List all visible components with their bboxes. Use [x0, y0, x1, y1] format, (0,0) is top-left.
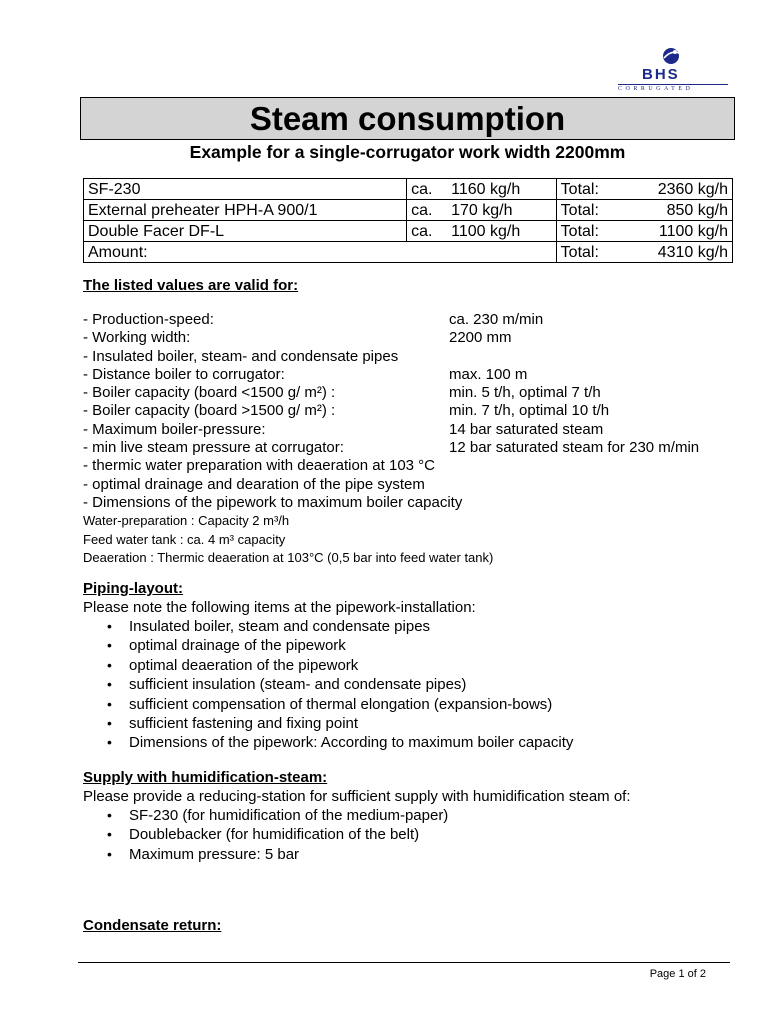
item-value: 14 bar saturated steam	[449, 420, 604, 438]
table-cell-ca	[407, 179, 557, 200]
bullet-item	[83, 617, 743, 636]
bullet-item	[83, 845, 743, 864]
item-label: - Boiler capacity (board <1500 g/ m²) :	[83, 384, 336, 402]
section-heading: Condensate return:	[83, 917, 222, 934]
table-row	[84, 179, 733, 200]
ca-label: ca.	[411, 201, 433, 219]
total-value: 4310 kg/h	[657, 243, 728, 261]
bullet-text: Maximum pressure: 5 bar	[129, 845, 300, 863]
logo-subtext: CORRUGATED	[618, 84, 728, 92]
bullet-item	[83, 825, 743, 844]
ca-label: ca.	[411, 222, 433, 240]
list-item	[83, 348, 743, 366]
page-title: Steam consumption	[80, 97, 735, 140]
list-item	[83, 476, 743, 494]
bullet-text: Dimensions of the pipework: According to maximum boiler capacity	[129, 734, 574, 752]
list-item	[83, 329, 743, 347]
bullet-text: sufficient insulation (steam- and condensate pipes)	[129, 676, 467, 694]
total-value: 1100 kg/h	[658, 222, 728, 240]
total-value: 2360 kg/h	[657, 180, 728, 198]
item-value: ca. 230 m/min	[449, 311, 544, 328]
table-cell-ca	[407, 221, 557, 242]
total-value: 850 kg/h	[666, 201, 728, 219]
company-logo	[612, 42, 732, 98]
list-item	[83, 366, 743, 384]
bullet-item	[83, 714, 743, 733]
table-cell-name: External preheater HPH-A 900/1	[84, 200, 407, 221]
item-label: - Dimensions of the pipework to maximum boiler capacity	[83, 493, 463, 511]
bullet-icon: •	[107, 676, 112, 693]
bullet-item	[83, 636, 743, 655]
item-label: - optimal drainage and dearation of the pipe system	[83, 475, 425, 493]
bullet-icon: •	[107, 845, 112, 862]
bullet-icon: •	[107, 656, 112, 673]
bullet-text: sufficient fastening and fixing point	[129, 714, 359, 732]
section-heading: The listed values are valid for:	[83, 277, 299, 294]
section-intro: Please note the following items at the pipework-installation:	[83, 599, 476, 616]
item-label: - Working width:	[83, 329, 191, 347]
list-item	[83, 402, 743, 420]
item-label: - thermic water preparation with deaeration at 103 °C	[83, 457, 436, 475]
bullet-text: sufficient compensation of thermal elongation (expansion-bows)	[129, 695, 553, 713]
bullet-item	[83, 656, 743, 675]
page-number: Page 1 of 2	[649, 968, 706, 980]
bullet-icon: •	[107, 807, 112, 823]
list-item	[83, 439, 743, 457]
item-label: - Boiler capacity (board >1500 g/ m²) :	[83, 402, 336, 420]
table-cell-amount: Amount:	[84, 242, 557, 263]
list-item-small: Deaeration : Thermic deaeration at 103°C (0,5 bar into feed water tank)	[83, 549, 494, 565]
ca-label: ca.	[411, 180, 433, 198]
table-row	[84, 221, 733, 242]
item-label: - Insulated boiler, steam- and condensate pipes	[83, 347, 399, 365]
item-value: max. 100 m	[449, 365, 528, 383]
item-label: - Production-speed:	[83, 311, 214, 328]
ca-value: 170 kg/h	[451, 201, 513, 219]
bullet-icon: •	[107, 714, 112, 731]
list-item	[83, 421, 743, 439]
total-label: Total:	[560, 243, 599, 261]
bullet-item	[83, 675, 743, 694]
ca-value: 1100 kg/h	[451, 222, 521, 240]
condensate-section	[83, 917, 743, 934]
total-label: Total:	[560, 222, 599, 240]
item-value: 12 bar saturated steam for 230 m/min	[449, 439, 700, 457]
section-heading: Piping-layout:	[83, 580, 183, 597]
bullet-text: optimal deaeration of the pipework	[129, 656, 359, 674]
list-item-small: Water-preparation : Capacity 2 m³/h	[83, 513, 290, 529]
table-cell-total	[556, 242, 732, 263]
logo-text: BHS	[642, 66, 680, 83]
item-label: - Distance boiler to corrugator:	[83, 365, 285, 383]
table-cell-ca	[407, 200, 557, 221]
globe-icon	[660, 46, 682, 66]
steam-consumption-table	[83, 178, 733, 263]
footer-divider	[78, 962, 730, 963]
list-item	[83, 384, 743, 402]
bullet-icon: •	[107, 637, 112, 654]
table-row-amount	[84, 242, 733, 263]
list-item	[83, 457, 743, 475]
item-value: min. 5 t/h, optimal 7 t/h	[449, 384, 601, 402]
total-label: Total:	[560, 201, 599, 219]
item-label: - min live steam pressure at corrugator:	[83, 439, 344, 457]
list-item-small: Feed water tank : ca. 4 m³ capacity	[83, 531, 286, 547]
section-heading: Supply with humidification-steam:	[83, 769, 328, 786]
section-intro: Please provide a reducing-station for sufficient supply with humidification steam of:	[83, 788, 631, 805]
page-subtitle: Example for a single-corrugator work width 2200mm	[189, 142, 626, 162]
bullet-icon: •	[107, 826, 112, 843]
bullet-text: SF-230 (for humidification of the medium-paper)	[129, 807, 449, 824]
table-cell-total	[556, 221, 732, 242]
ca-value: 1160 kg/h	[451, 180, 521, 198]
bullet-item	[83, 806, 743, 825]
list-item	[83, 494, 743, 512]
list-item	[83, 311, 743, 329]
item-value: min. 7 t/h, optimal 10 t/h	[449, 402, 610, 420]
total-label: Total:	[560, 180, 599, 198]
bullet-item	[83, 695, 743, 714]
table-cell-name: Double Facer DF-L	[84, 221, 407, 242]
piping-layout-section	[83, 579, 743, 753]
item-label: - Maximum boiler-pressure:	[83, 420, 266, 438]
bullet-icon: •	[107, 695, 112, 712]
bullet-item	[83, 733, 743, 752]
bullet-text: optimal drainage of the pipework	[129, 637, 346, 655]
bullet-icon: •	[107, 618, 112, 634]
table-cell-total	[556, 200, 732, 221]
table-cell-total	[556, 179, 732, 200]
valid-for-section	[83, 277, 743, 294]
bullet-text: Doublebacker (for humidification of the belt)	[129, 826, 420, 844]
humidification-section	[83, 768, 743, 864]
item-value: 2200 mm	[449, 329, 512, 347]
valid-for-list	[83, 311, 743, 567]
table-cell-name: SF-230	[84, 179, 407, 200]
table-row	[84, 200, 733, 221]
bullet-icon: •	[107, 734, 112, 751]
bullet-text: Insulated boiler, steam and condensate pipes	[129, 618, 431, 635]
